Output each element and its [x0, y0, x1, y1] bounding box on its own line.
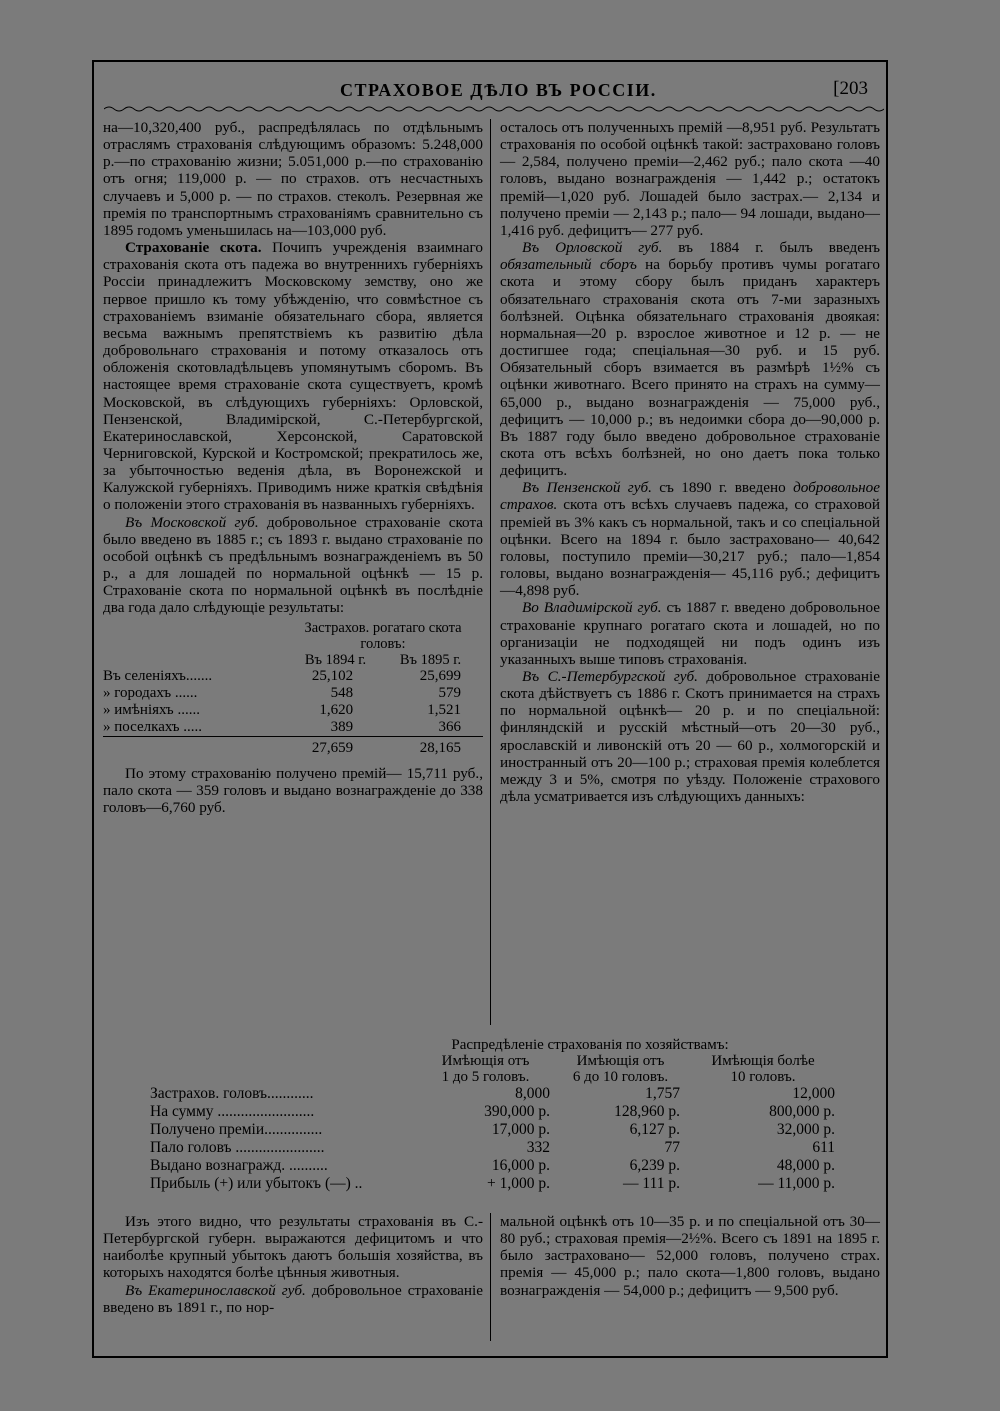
paragraph-text: добровольное страхованіе скота дѣйствуетъ съ 1886 г. Скотъ принимается на страхъ по нормальной оцѣнкѣ— 20 р. и по спеціальной: финляндскій и русскій мѣстный—отъ 20—30 руб., ярославскій и ливонскій отъ 20 — 60 р., холмогорскій и иностранный отъ 20—100 р.; страховая премія колеблется между 3 и 5%, смотря по уѣзду. Положеніе страхового дѣла усматривается изъ слѣдующихъ данныхъ:	[500, 668, 881, 806]
region-heading: Въ Пензенской губ.	[522, 479, 652, 497]
cell: 389	[330, 718, 354, 735]
column-header-line: 6 до 10 головъ.	[572, 1069, 669, 1086]
paragraph-text: съ 1887 г. введено добровольное страхованіе крупнаго рогатаго скота и лошадей, но по организаціи не подходящей ни подъ одинъ изъ указанныхъ выше типовъ страхованія.	[500, 599, 880, 668]
cell: 128,960 р.	[614, 1103, 680, 1121]
paragraph-text: добровольное страхованіе введено въ 1891 г., по нор-	[103, 1281, 483, 1316]
total-cell: 27,659	[267, 736, 375, 757]
emphasis: добровольное страхов.	[500, 479, 880, 514]
row-label: » имѣніяхъ ......	[103, 701, 200, 718]
row-label: Пало головъ .......................	[150, 1139, 325, 1157]
column-header-line: Имѣющія отъ	[576, 1053, 665, 1070]
paragraph: осталось отъ полученныхъ премій —8,951 руб. Результатъ страхованія по особой оцѣнкѣ такой: застраховано головъ — 2,584, получено преміи—2,462 руб.; пало скота —40 головъ, выдано вознагражденія — 1,442 р.; остатокъ премій—1,020 руб. Лошадей было застрах.— 2,134 и получено преміи — 2,143 р.; пало— 94 лошади, выдано—1,416 руб. дефицитъ— 277 руб.	[500, 119, 880, 239]
table-total-row	[103, 736, 483, 757]
cell: 366	[438, 718, 461, 735]
column-divider-bottom	[490, 1213, 491, 1341]
column-header-line: 10 головъ.	[730, 1069, 796, 1086]
table	[150, 1085, 835, 1193]
table-row	[103, 719, 483, 737]
cell: 1,521	[427, 701, 461, 718]
table-subheader	[288, 652, 478, 668]
right-column-bottom	[500, 1213, 880, 1299]
table-row	[150, 1085, 835, 1103]
cell: — 11,000 р.	[758, 1175, 835, 1193]
paragraph-text: на борьбу противъ чумы рогатаго скота и этому сбору былъ приданъ характеръ обязательнаго страхованія скота отъ 7-ми заразныхъ болѣзней. Оцѣнка обязательнаго страхованія двоякая: нормальная—20 р. взрослое животное и 12 р. — не достигшее года; спеціальная—30 руб. и 15 руб. Обязательный сборъ взимается въ размѣрѣ 1½% съ оцѣнки животнаго. Всего принято на страхъ на сумму—65,000 р., выдано вознагражденія — 75,000 руб., дефицитъ — 10,000 р.; въ недоимки сбора до—90,000 р. Въ 1887 году было введено добровольное страхованіе скота отъ всѣхъ болѣзней, но оно даетъ пока только дефицитъ.	[500, 256, 880, 480]
table-title: Распредѣленіе страхованія по хозяйствамъ:	[451, 1037, 729, 1053]
paragraph-text: скота отъ всѣхъ случаевъ падежа, со страховой преміей въ 3% какъ съ нормальной, такъ и со спеціальной оцѣнки. Всего на 1894 г. было застраховано— 40,642 головы, поступило преміи—30,217 руб.; пало—1,854 головы, выдано вознагражденія— 45,116 руб.; дефицитъ—4,898 руб.	[500, 496, 880, 600]
emphasis: обязательный сборъ	[500, 256, 637, 274]
table-row	[150, 1139, 835, 1157]
cell: — 111 р.	[623, 1175, 680, 1193]
table	[103, 668, 483, 757]
cell: 6,127 р.	[629, 1121, 680, 1139]
paragraph: на—10,320,400 руб., распредѣлялась по отдѣльнымъ отраслямъ страхованія слѣдующимъ образомъ: 5.248,000 р.—по страхованію жизни; 5.051,000 р.—по страхованію отъ огня; 119,000 р. — по страхов. отъ несчастныхъ случаевъ и 5,000 р. — по страхов. стеколъ. Резервная же премія по транспортнымъ страхованіямъ сравнительно съ 1895 годомъ уменьшилась на—103,000 руб.	[103, 119, 483, 239]
table-header: Застрахов. рогатаго скота головъ:	[304, 619, 462, 652]
column-header-line: 1 до 5 головъ.	[441, 1069, 530, 1086]
row-label: Прибыль (+) или убытокъ (—) ..	[150, 1175, 363, 1193]
paragraph: По этому страхованію получено премій— 15,711 руб., пало скота — 359 головъ и выдано вознагражденіе до 338 головъ—6,760 руб.	[103, 764, 483, 816]
region-heading: Въ Московской губ.	[125, 513, 259, 531]
cell: 800,000 р.	[769, 1103, 835, 1121]
cell: 390,000 р.	[484, 1103, 550, 1121]
section-heading: Страхованіе скота.	[125, 239, 262, 257]
table-row	[150, 1121, 835, 1139]
column-header	[688, 1053, 838, 1085]
paragraph	[500, 668, 880, 805]
running-title: СТРАХОВОЕ ДѢЛО ВЪ РОССІИ.	[340, 80, 657, 100]
row-label: » городахъ ......	[103, 684, 198, 701]
row-label: Застрахов. головъ............	[150, 1085, 314, 1103]
row-label	[103, 736, 267, 757]
cell: 1,620	[319, 701, 354, 718]
cell: 548	[330, 684, 354, 701]
paragraph	[103, 239, 483, 514]
region-heading: Въ Екатеринославской губ.	[125, 1281, 306, 1299]
paragraph	[103, 1282, 483, 1316]
paragraph	[500, 599, 880, 668]
paragraph-text: въ 1884 г. былъ введенъ	[662, 239, 880, 257]
cell: 16,000 р.	[491, 1157, 550, 1175]
cell: + 1,000 р.	[487, 1175, 550, 1193]
left-column-top	[103, 119, 483, 816]
paragraph-text: Почипъ учрежденія взаимнаго страхованія скота отъ падежа во внутреннихъ губерніяхъ Россіи принадлежитъ Московскому земству, оно же первое пришло къ тому убѣжденію, что совмѣстное съ страхованіемъ взиманіе обязательнаго сбора, является весьма важнымъ препятствіемъ къ развитію дѣла добровольнаго страхованія и потому отказалось отъ обложенія скотовладѣльцевъ упомянутымъ сборомъ. Въ настоящее время страхованіе скота существуетъ, кромѣ Московской, въ слѣдующихъ губерніяхъ: Орловской, Пензенской, Владимірской, С.-Петербургской, Екатеринославской, Херсонской, Саратовской Черниговской, Курской и Костромской; прекратилось же, за убыточностью веденія дѣла, въ Воронежской и Калужской губерніяхъ. Приводимъ ниже краткія свѣдѣнія о положеніи этого страхованія въ названныхъ губерніяхъ.	[103, 239, 483, 514]
table-column-headers	[418, 1053, 850, 1085]
cell: 332	[526, 1139, 550, 1157]
table-row	[103, 702, 483, 719]
region-heading: Во Владимірской губ.	[522, 599, 662, 617]
cell: 8,000	[515, 1085, 550, 1103]
row-label: Получено преміи...............	[150, 1121, 323, 1139]
paragraph: Изъ этого видно, что результаты страхованія въ С.-Петербургской губерн. выражаются дефицитомъ и что наиболѣе крупный убытокъ даютъ большія хозяйства, въ которыхъ находятся болѣе цѣнныя животныя.	[103, 1213, 483, 1282]
paragraph	[103, 514, 483, 617]
cell: 77	[664, 1139, 680, 1157]
moscow-table	[103, 620, 483, 757]
cell: 25,102	[311, 667, 354, 684]
page-number: [203	[833, 78, 868, 99]
row-label: Въ селеніяхъ.......	[103, 667, 213, 684]
left-column-bottom	[103, 1213, 483, 1316]
right-column-top	[500, 119, 880, 805]
row-label: » поселкахъ .....	[103, 718, 203, 735]
column-divider-top	[490, 119, 491, 1025]
row-label: Выдано вознагражд. ..........	[150, 1157, 328, 1175]
cell: 579	[438, 684, 461, 701]
table-row	[103, 685, 483, 702]
column-header: Въ 1894 г.	[304, 651, 367, 668]
paragraph-text: добровольное страхованіе скота было введено въ 1885 г.; съ 1893 г. выдано страхованіе по особой оцѣнкѣ съ предѣльнымъ вознагражденіемъ въ 50 р., а для лошадей по нормальной оцѣнкѣ — 15 р. Страхованіе скота по нормальной оцѣнкѣ въ послѣдніе два года дало слѣдующіе результаты:	[103, 513, 484, 617]
total-cell: 28,165	[375, 736, 483, 757]
table-row	[150, 1157, 835, 1175]
distribution-table	[150, 1037, 850, 1193]
cell: 48,000 р.	[776, 1157, 835, 1175]
column-header	[553, 1053, 688, 1085]
column-header-line: Имѣющія отъ	[441, 1053, 530, 1070]
table-row	[150, 1103, 835, 1121]
cell: 17,000 р.	[491, 1121, 550, 1139]
cell: 1,757	[645, 1085, 680, 1103]
table-row	[150, 1175, 835, 1193]
wavy-rule	[104, 104, 884, 114]
paragraph	[500, 239, 880, 479]
cell: 12,000	[792, 1085, 835, 1103]
cell: 6,239 р.	[629, 1157, 680, 1175]
cell: 32,000 р.	[776, 1121, 835, 1139]
cell: 611	[812, 1139, 835, 1157]
table-row	[103, 668, 483, 685]
column-header: Въ 1895 г.	[399, 651, 462, 668]
paragraph: мальной оцѣнкѣ отъ 10—35 р. и по спеціальной отъ 30—80 руб.; страховая премія—2½%. Всего съ 1891 на 1895 г. было застраховано— 52,000 головъ, получено страх. премія — 45,000 р.; пало скота—1,800 головъ, выдано вознагражденія — 54,000 р.; дефицитъ — 9,500 руб.	[500, 1213, 880, 1299]
cell: 25,699	[419, 667, 461, 684]
column-header-line: Имѣющія болѣе	[711, 1053, 815, 1070]
region-heading: Въ С.-Петербургской губ.	[522, 668, 698, 685]
region-heading: Въ Орловской губ.	[522, 239, 663, 257]
paragraph-text: съ 1890 г. введено	[651, 479, 794, 497]
row-label: На сумму .........................	[150, 1103, 315, 1121]
column-header	[418, 1053, 553, 1085]
paragraph	[500, 479, 880, 599]
